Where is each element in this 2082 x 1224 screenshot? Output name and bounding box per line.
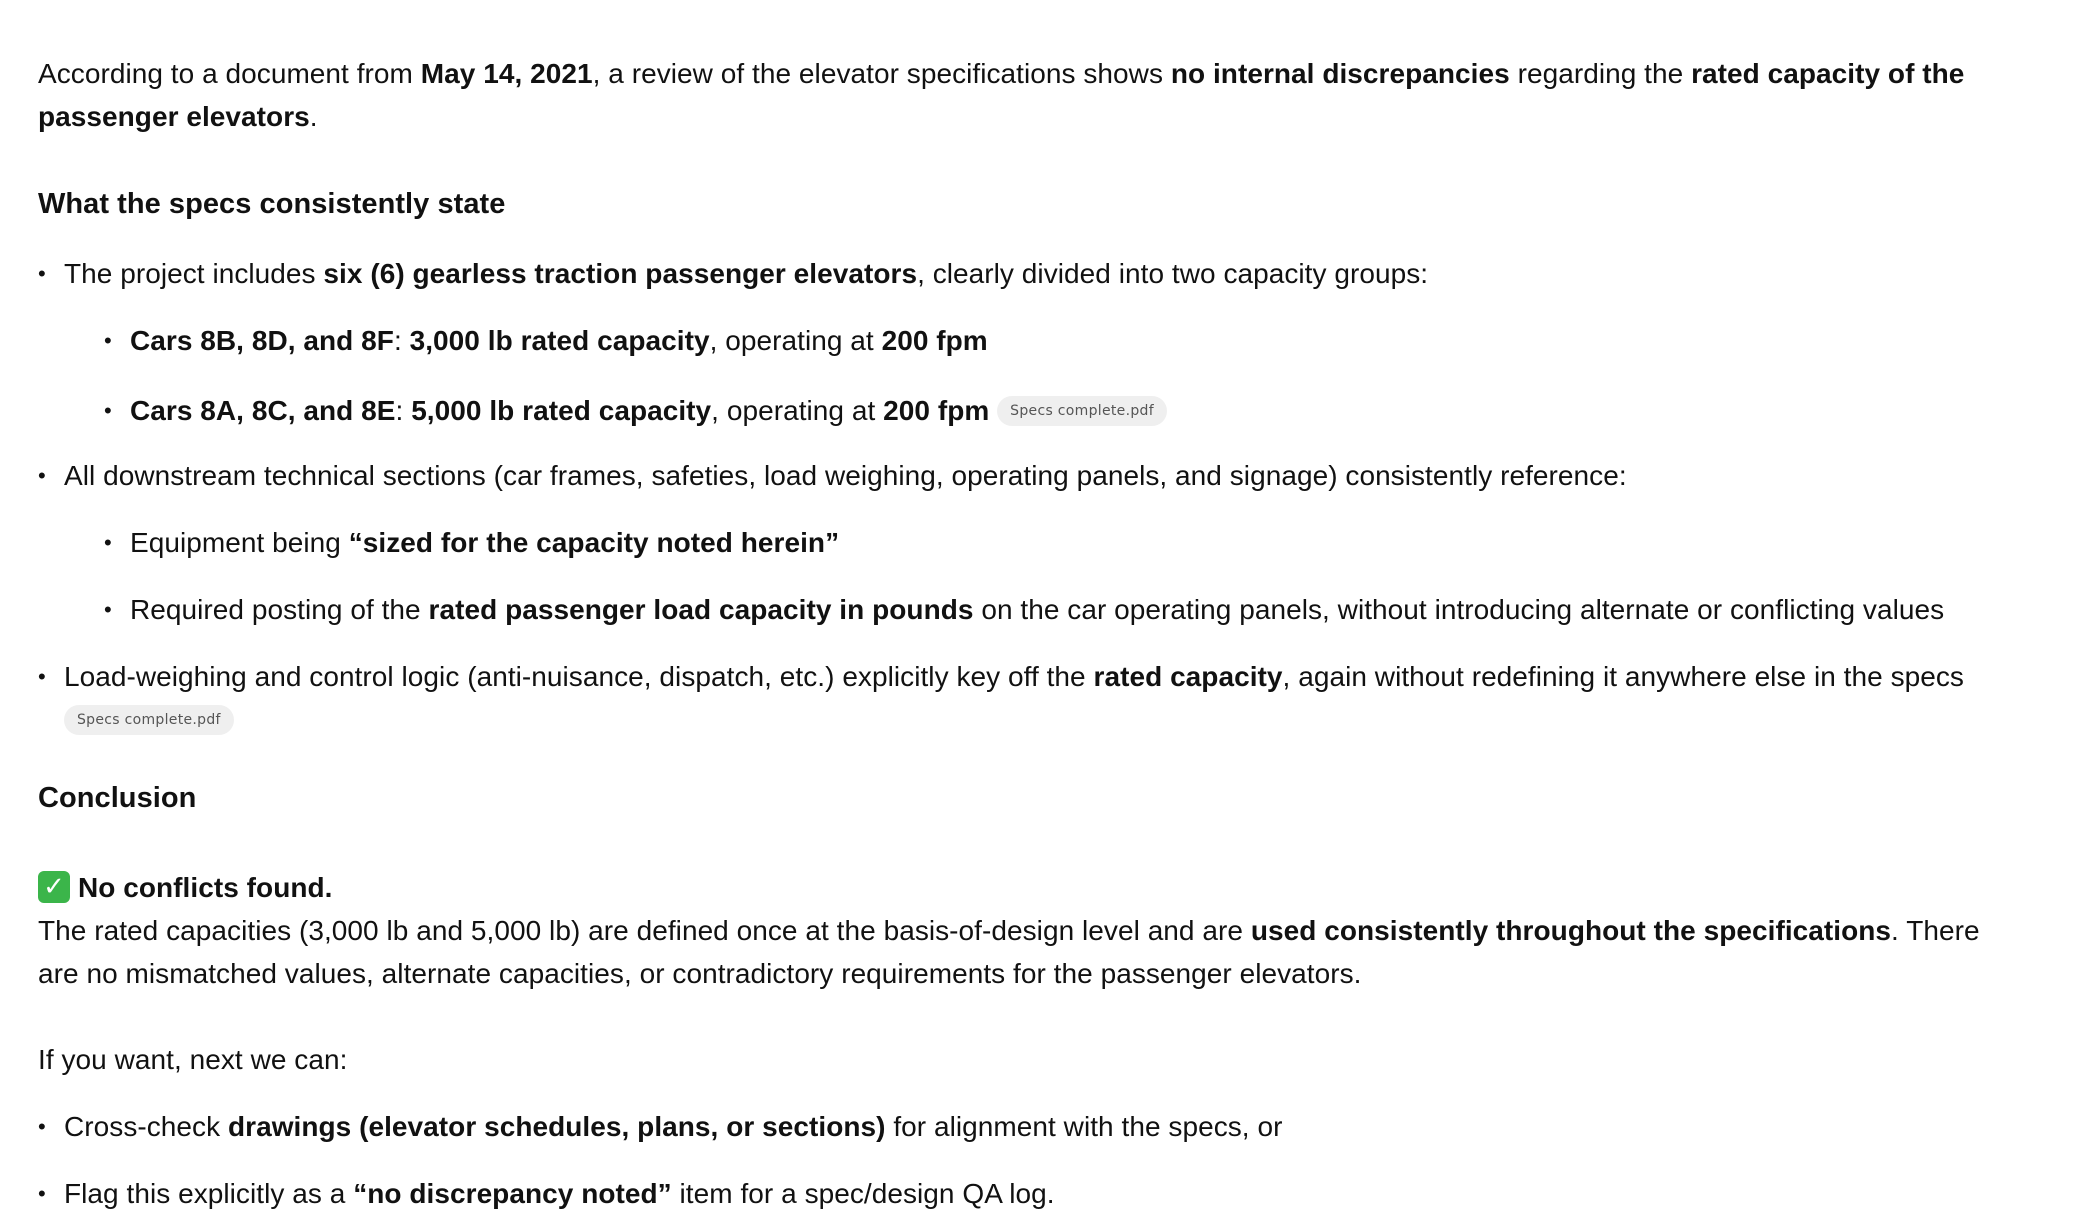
conclusion-status-text: No conflicts found. [78, 872, 333, 903]
conclusion-text: The rated capacities (3,000 lb and 5,000 lb) are defined once at the basis-of-design level and are [38, 915, 1251, 946]
item-emphasis: “sized for the capacity noted herein” [348, 527, 840, 558]
next-steps-lead: If you want, next we can: [38, 1044, 348, 1075]
response-document [38, 0, 1998, 1215]
speed-value: 200 fpm [881, 325, 988, 356]
item-text: All downstream technical sections (car frames, safeties, load weighing, operating panels, and signage) consistently reference: [64, 460, 1627, 491]
item-text: Required posting of the [130, 594, 429, 625]
citation-chip[interactable]: Specs complete.pdf [997, 396, 1167, 426]
item-emphasis: drawings (elevator schedules, plans, or sections) [227, 1111, 886, 1142]
item-text: , clearly divided into two capacity groups: [917, 258, 1429, 289]
conclusion-emphasis: used consistently throughout the specifications [1250, 915, 1892, 946]
specs-list [38, 252, 1998, 741]
section-heading-specs: What the specs consistently state [38, 188, 506, 220]
list-item [38, 655, 1998, 741]
item-text: Equipment being [130, 527, 349, 558]
sublist [64, 319, 1998, 432]
capacity-value: 3,000 lb rated capacity [409, 325, 710, 356]
item-text: : [395, 395, 412, 426]
item-emphasis: six (6) gearless traction passenger elevators [323, 258, 918, 289]
item-text: , operating at [711, 395, 884, 426]
list-item [38, 252, 1998, 432]
item-text: on the car operating panels, without introducing alternate or conflicting values [973, 594, 1945, 625]
intro-emphasis: no internal discrepancies [1170, 58, 1510, 89]
car-group: Cars 8B, 8D, and 8F [130, 325, 394, 356]
item-text: , operating at [709, 325, 882, 356]
check-mark-icon: ✓ [38, 871, 70, 903]
intro-paragraph [38, 52, 1998, 138]
conclusion-text: . There are no mismatched values, alternate capacities, or contradictory requirements for the passenger elevators. [38, 915, 1980, 989]
speed-value: 200 fpm [883, 395, 990, 426]
document-date: May 14, 2021 [420, 58, 593, 89]
item-text: Load-weighing and control logic (anti-nuisance, dispatch, etc.) explicitly key off the [64, 661, 1094, 692]
list-item [64, 389, 1998, 432]
item-text: Cross-check [64, 1111, 228, 1142]
capacity-value: 5,000 lb rated capacity [411, 395, 712, 426]
list-item [64, 588, 1998, 631]
list-item [38, 1105, 1998, 1148]
list-item [64, 521, 1998, 564]
conclusion-paragraph [38, 909, 1998, 995]
list-item [38, 1172, 1998, 1215]
item-emphasis: “no discrepancy noted” [353, 1178, 672, 1209]
intro-text: According to a document from [38, 58, 421, 89]
item-text: The project includes [64, 258, 324, 289]
list-item [64, 319, 1998, 362]
conclusion-status [38, 866, 1998, 909]
intro-text: . [309, 101, 318, 132]
item-text: for alignment with the specs, or [885, 1111, 1283, 1142]
item-emphasis: rated capacity [1093, 661, 1283, 692]
intro-emphasis: rated capacity of the passenger elevators [38, 58, 1965, 132]
intro-text: regarding the [1509, 58, 1692, 89]
car-group: Cars 8A, 8C, and 8E [130, 395, 396, 426]
section-heading-conclusion: Conclusion [38, 782, 197, 814]
citation-chip[interactable]: Specs complete.pdf [64, 705, 234, 735]
item-text: , again without redefining it anywhere else in the specs [1282, 661, 1964, 692]
list-item [38, 454, 1998, 631]
next-steps-list [38, 1105, 1998, 1215]
item-text: Flag this explicitly as a [64, 1178, 354, 1209]
item-text: : [393, 325, 410, 356]
sublist [64, 521, 1998, 631]
item-emphasis: rated passenger load capacity in pounds [428, 594, 974, 625]
item-text: item for a spec/design QA log. [671, 1178, 1055, 1209]
intro-text: , a review of the elevator specifications shows [592, 58, 1171, 89]
